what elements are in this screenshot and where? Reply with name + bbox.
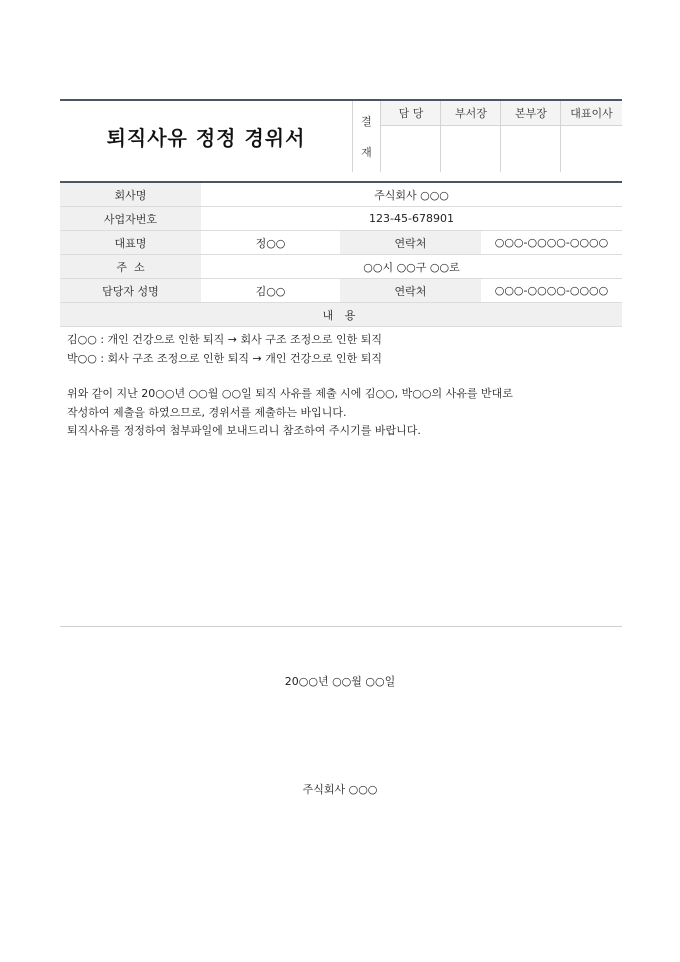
body-line: 퇴직사유를 정정하여 첨부파일에 보내드리니 참조하여 주시기를 바랍니다. [67,424,421,437]
document-title: 퇴직사유 정정 경위서 [106,126,306,150]
approval-side-label-bottom: 재 [361,146,372,160]
content-spacer [67,368,617,385]
info-row-bizno [60,207,622,231]
signature-company: 주식회사 ○○○ [302,783,378,796]
info-row-company [60,182,622,207]
approval-side-label-top: 결 [361,114,372,128]
approval-side-label [352,101,380,172]
company-label: 회사명 [60,182,201,207]
address-label: 주 소 [60,255,201,279]
approval-column-staff [380,101,441,172]
approval-sign-ceo [561,126,622,172]
approval-column-division-head [500,101,561,172]
approval-header-staff: 담 당 [381,101,441,126]
approval-box [352,101,622,172]
approval-header-ceo: 대표이사 [561,101,622,126]
info-row-content-header [60,303,622,327]
content-label: 내 용 [60,303,622,327]
ceo-label: 대표명 [60,231,201,255]
approval-column-dept-head [440,101,501,172]
address-value: ○○시 ○○구 ○○로 [201,255,622,279]
ceo-contact-label: 연락처 [340,231,481,255]
bizno-value: 123-45-678901 [201,207,622,231]
manager-value: 김○○ [201,279,340,303]
info-row-address [60,255,622,279]
manager-contact-value: ○○○-○○○○-○○○○ [481,279,622,303]
content-divider [60,626,622,627]
company-value: 주식회사 ○○○ [201,182,622,207]
approval-sign-division-head [501,126,561,172]
content-area [67,331,617,441]
document-date: 20○○년 ○○월 ○○일 [284,675,396,688]
approval-header-dept-head: 부서장 [441,101,501,126]
manager-label: 담당자 성명 [60,279,201,303]
approval-header-division-head: 본부장 [501,101,561,126]
approval-sign-staff [381,126,441,172]
approval-column-ceo [560,101,622,172]
body-line: 작성하여 제출을 하였으므로, 경위서를 제출하는 바입니다. [67,405,347,419]
manager-contact-label: 연락처 [340,279,481,303]
content-line: 김○○ : 개인 건강으로 인한 퇴직 → 회사 구조 조정으로 인한 퇴직 [67,333,382,346]
info-table [60,181,622,327]
ceo-value: 정○○ [201,231,340,255]
body-line: 위와 같이 지난 20○○년 ○○월 ○○일 퇴직 사유를 제출 시에 김○○, 박○○의 사유를 반대로 [67,387,513,400]
approval-sign-dept-head [441,126,501,172]
document-header [60,99,622,172]
bizno-label: 사업자번호 [60,207,201,231]
info-row-manager [60,279,622,303]
info-row-ceo [60,231,622,255]
content-line: 박○○ : 회사 구조 조정으로 인한 퇴직 → 개인 건강으로 인한 퇴직 [67,351,382,365]
ceo-contact-value: ○○○-○○○○-○○○○ [481,231,622,255]
